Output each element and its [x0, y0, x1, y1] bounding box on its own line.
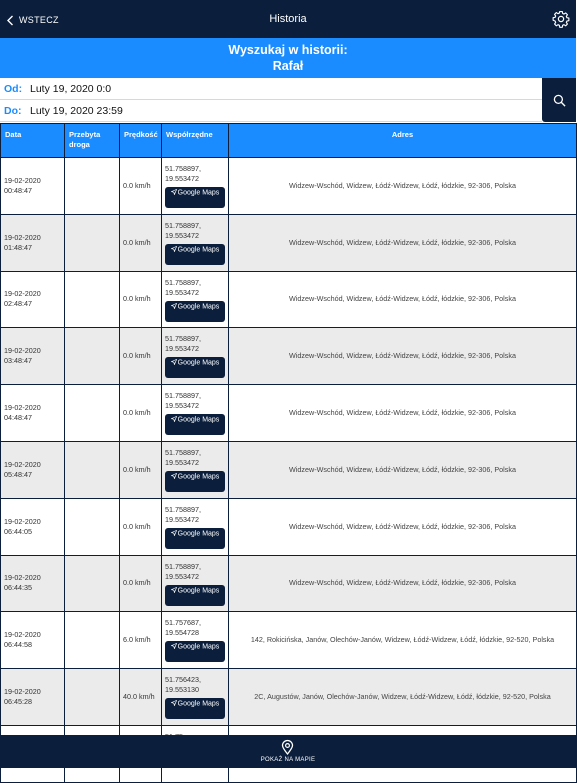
date-to-label: Do:	[4, 104, 22, 117]
page-title: Historia	[269, 13, 307, 25]
longitude: 19.553472	[165, 457, 199, 467]
google-maps-button[interactable]	[165, 357, 225, 378]
cell-coordinates	[162, 271, 229, 328]
row-date: 19-02-2020	[4, 175, 41, 185]
date-from-row	[0, 78, 542, 100]
date-from-input[interactable]	[30, 79, 542, 99]
row-date: 19-02-2020	[4, 459, 41, 469]
top-navigation-bar	[0, 0, 576, 38]
gear-icon[interactable]	[552, 10, 570, 28]
search-history-banner	[0, 38, 576, 78]
table-header-row	[1, 124, 577, 158]
longitude: 19.553472	[165, 401, 199, 411]
cell-speed: 0.0 km/h	[120, 158, 162, 215]
table-row	[1, 441, 577, 498]
row-date: 19-02-2020	[4, 573, 41, 583]
google-maps-button[interactable]	[165, 187, 225, 208]
longitude: 19.553472	[165, 174, 199, 183]
cell-coordinates	[162, 441, 229, 498]
longitude: 19.553472	[165, 344, 199, 354]
cell-date	[1, 669, 65, 726]
cell-date	[1, 328, 65, 385]
google-maps-button-label: Google Maps	[177, 643, 220, 651]
cell-coordinates	[162, 669, 229, 726]
cell-distance	[65, 441, 120, 498]
navigation-arrow-icon	[171, 530, 177, 536]
cell-address: Widzew-Wschód, Widzew, Łódź-Widzew, Łódź, łódzkie, 92-306, Polska	[229, 441, 577, 498]
longitude: 19.553472	[165, 287, 199, 297]
back-button-label: WSTECZ	[19, 15, 59, 25]
column-header-distance: Przebyta droga	[65, 124, 120, 158]
column-header-speed: Prędkość	[120, 124, 162, 158]
cell-speed: 0.0 km/h	[120, 441, 162, 498]
google-maps-button[interactable]	[165, 414, 225, 435]
row-date: 19-02-2020	[4, 403, 41, 413]
navigation-arrow-icon	[171, 643, 177, 649]
table-row	[1, 328, 577, 385]
cell-date	[1, 498, 65, 555]
longitude: 19.553472	[165, 571, 199, 581]
navigation-arrow-icon	[171, 246, 177, 252]
navigation-arrow-icon	[171, 700, 177, 706]
row-time: 06:44:35	[4, 583, 32, 593]
latitude: 51.758897,	[165, 220, 201, 230]
google-maps-button-label: Google Maps	[177, 303, 220, 311]
google-maps-button-label: Google Maps	[177, 189, 220, 197]
row-date: 19-02-2020	[4, 346, 41, 356]
cell-speed: 0.0 km/h	[120, 214, 162, 271]
cell-coordinates	[162, 498, 229, 555]
row-time: 05:48:47	[4, 469, 32, 479]
navigation-arrow-icon	[171, 303, 177, 309]
cell-distance	[65, 498, 120, 555]
row-time: 06:44:05	[4, 526, 32, 536]
navigation-arrow-icon	[171, 189, 177, 195]
latitude: 51.757687,	[165, 618, 201, 628]
cell-distance	[65, 669, 120, 726]
google-maps-button-label: Google Maps	[177, 700, 220, 708]
cell-coordinates	[162, 612, 229, 669]
google-maps-button[interactable]	[165, 244, 225, 265]
google-maps-button[interactable]	[165, 641, 225, 662]
cell-coordinates	[162, 385, 229, 442]
table-row	[1, 669, 577, 726]
cell-address: Widzew-Wschód, Widzew, Łódź-Widzew, Łódź, łódzkie, 92-306, Polska	[229, 158, 577, 215]
cell-speed: 0.0 km/h	[120, 328, 162, 385]
longitude: 19.553472	[165, 230, 199, 240]
column-header-address: Adres	[229, 124, 577, 158]
google-maps-button-label: Google Maps	[177, 530, 220, 538]
table-row	[1, 214, 577, 271]
longitude: 19.554728	[165, 628, 199, 638]
row-time: 03:48:47	[4, 356, 32, 366]
longitude: 19.553130	[165, 685, 199, 695]
table-row	[1, 271, 577, 328]
banner-heading: Wyszukaj w historii:	[228, 43, 348, 57]
google-maps-button-label: Google Maps	[177, 473, 220, 481]
row-date: 19-02-2020	[4, 516, 41, 526]
cell-address: Widzew-Wschód, Widzew, Łódź-Widzew, Łódź, łódzkie, 92-306, Polska	[229, 214, 577, 271]
cell-date	[1, 158, 65, 215]
cell-coordinates	[162, 328, 229, 385]
latitude: 51.758897,	[165, 164, 201, 173]
table-row	[1, 612, 577, 669]
cell-address: Widzew-Wschód, Widzew, Łódź-Widzew, Łódź, łódzkie, 92-306, Polska	[229, 555, 577, 612]
row-time: 06:44:58	[4, 640, 32, 650]
column-header-coordinates: Współrzędne	[162, 124, 229, 158]
cell-address: 142, Rokicińska, Janów, Olechów-Janów, Widzew, Łódź-Widzew, Łódź, łódzkie, 92-520, Polska	[229, 612, 577, 669]
cell-date	[1, 214, 65, 271]
table-row	[1, 555, 577, 612]
latitude: 51.758897,	[165, 561, 201, 571]
cell-speed: 0.0 km/h	[120, 498, 162, 555]
cell-speed: 0.0 km/h	[120, 555, 162, 612]
table-row	[1, 158, 577, 215]
row-date: 19-02-2020	[4, 630, 41, 640]
search-icon	[553, 94, 566, 107]
cell-date	[1, 385, 65, 442]
history-table-container[interactable]	[0, 123, 576, 735]
cell-distance	[65, 271, 120, 328]
navigation-arrow-icon	[171, 473, 177, 479]
latitude: 51.758897,	[165, 504, 201, 514]
search-button[interactable]	[542, 78, 576, 122]
navigation-arrow-icon	[171, 359, 177, 365]
table-row	[1, 385, 577, 442]
google-maps-button-label: Google Maps	[177, 246, 220, 254]
banner-user-name: Rafał	[272, 59, 304, 73]
row-time: 02:48:47	[4, 299, 32, 309]
date-to-row	[0, 100, 542, 122]
row-date: 19-02-2020	[4, 232, 41, 242]
google-maps-button[interactable]	[165, 698, 225, 719]
cell-address: Widzew-Wschód, Widzew, Łódź-Widzew, Łódź, łódzkie, 92-306, Polska	[229, 385, 577, 442]
date-from-label: Od:	[4, 82, 23, 95]
cell-date	[1, 441, 65, 498]
row-time: 04:48:47	[4, 413, 32, 423]
cell-distance	[65, 214, 120, 271]
google-maps-button[interactable]	[165, 585, 225, 606]
cell-distance	[65, 158, 120, 215]
cell-date	[1, 612, 65, 669]
google-maps-button[interactable]	[165, 471, 225, 492]
google-maps-button-label: Google Maps	[177, 416, 220, 424]
show-on-map-button[interactable]	[0, 735, 576, 768]
cell-address: Widzew-Wschód, Widzew, Łódź-Widzew, Łódź, łódzkie, 92-306, Polska	[229, 328, 577, 385]
cell-speed: 6.0 km/h	[120, 612, 162, 669]
row-time: 00:48:47	[4, 185, 32, 195]
cell-address: Widzew-Wschód, Widzew, Łódź-Widzew, Łódź, łódzkie, 92-306, Polska	[229, 271, 577, 328]
cell-address: 2C, Augustów, Janów, Olechów-Janów, Widzew, Łódź-Widzew, Łódź, łódzkie, 92-520, Polska	[229, 669, 577, 726]
cell-speed: 0.0 km/h	[120, 271, 162, 328]
latitude: 51.756423,	[165, 675, 201, 685]
cell-distance	[65, 612, 120, 669]
google-maps-button-label: Google Maps	[177, 359, 220, 367]
cell-speed: 0.0 km/h	[120, 385, 162, 442]
latitude: 51.758897,	[165, 334, 201, 344]
show-on-map-label: POKAŻ NA MAPIE	[260, 757, 316, 763]
cell-distance	[65, 555, 120, 612]
latitude: 51.758897,	[165, 447, 201, 457]
cell-coordinates	[162, 555, 229, 612]
latitude: 51.758897,	[165, 277, 201, 287]
cell-distance	[65, 328, 120, 385]
cell-date	[1, 555, 65, 612]
google-maps-button[interactable]	[165, 301, 225, 322]
google-maps-button[interactable]	[165, 528, 225, 549]
cell-distance	[65, 385, 120, 442]
map-pin-icon	[281, 740, 294, 755]
cell-address: Widzew-Wschód, Widzew, Łódź-Widzew, Łódź, łódzkie, 92-306, Polska	[229, 498, 577, 555]
cell-speed: 40.0 km/h	[120, 669, 162, 726]
navigation-arrow-icon	[171, 587, 177, 593]
date-to-input[interactable]	[30, 101, 542, 121]
row-date: 19-02-2020	[4, 289, 41, 299]
google-maps-button-label: Google Maps	[177, 587, 220, 595]
cell-coordinates	[162, 214, 229, 271]
cell-date	[1, 271, 65, 328]
table-row	[1, 498, 577, 555]
history-table	[0, 123, 577, 783]
navigation-arrow-icon	[171, 416, 177, 422]
longitude: 19.553472	[165, 514, 199, 524]
latitude: 51.758897,	[165, 391, 201, 401]
column-header-date: Data	[1, 124, 65, 158]
cell-coordinates	[162, 158, 229, 215]
row-time: 01:48:47	[4, 242, 32, 252]
row-date: 19-02-2020	[4, 687, 41, 697]
row-time: 06:45:28	[4, 697, 32, 707]
